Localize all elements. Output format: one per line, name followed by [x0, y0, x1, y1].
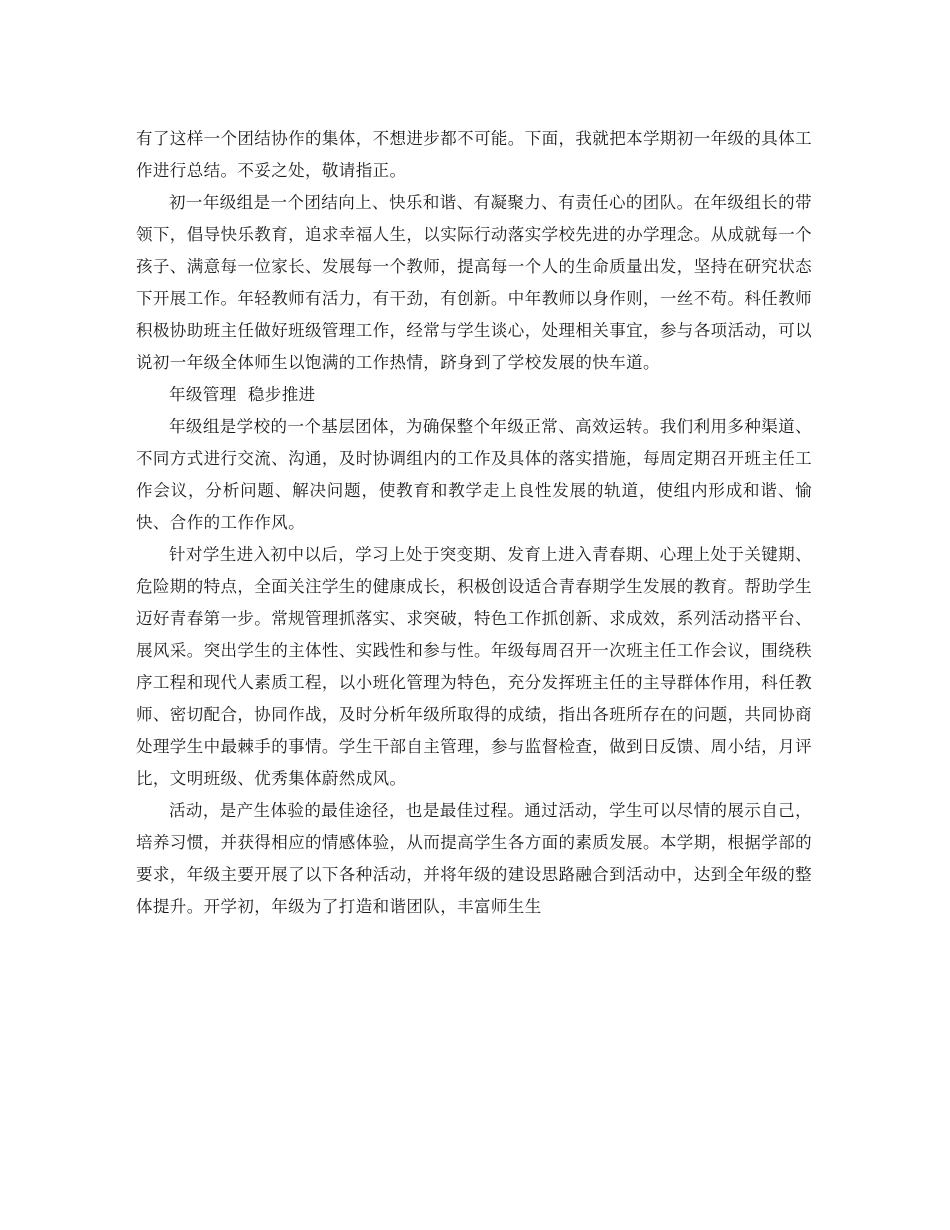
document-body — [136, 123, 812, 923]
paragraph-intro: 有了这样一个团结协作的集体，不想进步都不可能。下面，我就把本学期初一年级的具体工作进行总结。不妥之处，敬请指正。 — [136, 129, 812, 180]
paragraph-team: 初一年级组是一个团结向上、快乐和谐、有凝聚力、有责任心的团队。在年级组长的带领下，倡导快乐教育，追求幸福人生，以实际行动落实学校先进的办学理念。从成就每一个孩子、满意每一位家长、发展每一个教师，提高每一个人的生命质量出发，坚持在研究状态下开展工作。年轻教师有活力，有干劲，有创新。中年教师以身作则，一丝不苟。科任教师积极协助班主任做好班级管理工作，经常与学生谈心，处理相关事宜，参与各项活动，可以说初一年级全体师生以饱满的工作热情，跻身到了学校发展的快车道。 — [136, 193, 812, 372]
paragraph-student-management: 针对学生进入初中以后，学习上处于突变期、发育上进入青春期、心理上处于关键期、危险期的特点，全面关注学生的健康成长，积极创设适合青春期学生发展的教育。帮助学生迈好青春第一步。常规管理抓落实、求突破，特色工作抓创新、求成效，系列活动搭平台、展风采。突出学生的主体性、实践性和参与性。年级每周召开一次班主任工作会议，围绕秩序工程和现代人素质工程，以小班化管理为特色，充分发挥班主任的主导群体作用，科任教师、密切配合，协同作战，及时分析年级所取得的成绩，指出各班所存在的问题，共同协商处理学生中最棘手的事情。学生干部自主管理，参与监督检查，做到日反馈、周小结，月评比，文明班级、优秀集体蔚然成风。 — [136, 545, 812, 788]
paragraph-grade-group: 年级组是学校的一个基层团体，为确保整个年级正常、高效运转。我们利用多种渠道、不同方式进行交流、沟通，及时协调组内的工作及具体的落实措施，每周定期召开班主任工作会议，分析问题、解决问题，使教育和教学走上良性发展的轨道，使组内形成和谐、愉快、合作的工作作风。 — [136, 417, 812, 532]
section-heading: 年级管理 稳步推进 — [169, 385, 316, 404]
paragraph-activities: 活动，是产生体验的最佳途径，也是最佳过程。通过活动，学生可以尽情的展示自己，培养习惯，并获得相应的情感体验，从而提高学生各方面的素质发展。本学期，根据学部的要求，年级主要开展了以下各种活动，并将年级的建设思路融合到活动中，达到全年级的整体提升。开学初，年级为了打造和谐团队，丰富师生生 — [136, 801, 812, 916]
